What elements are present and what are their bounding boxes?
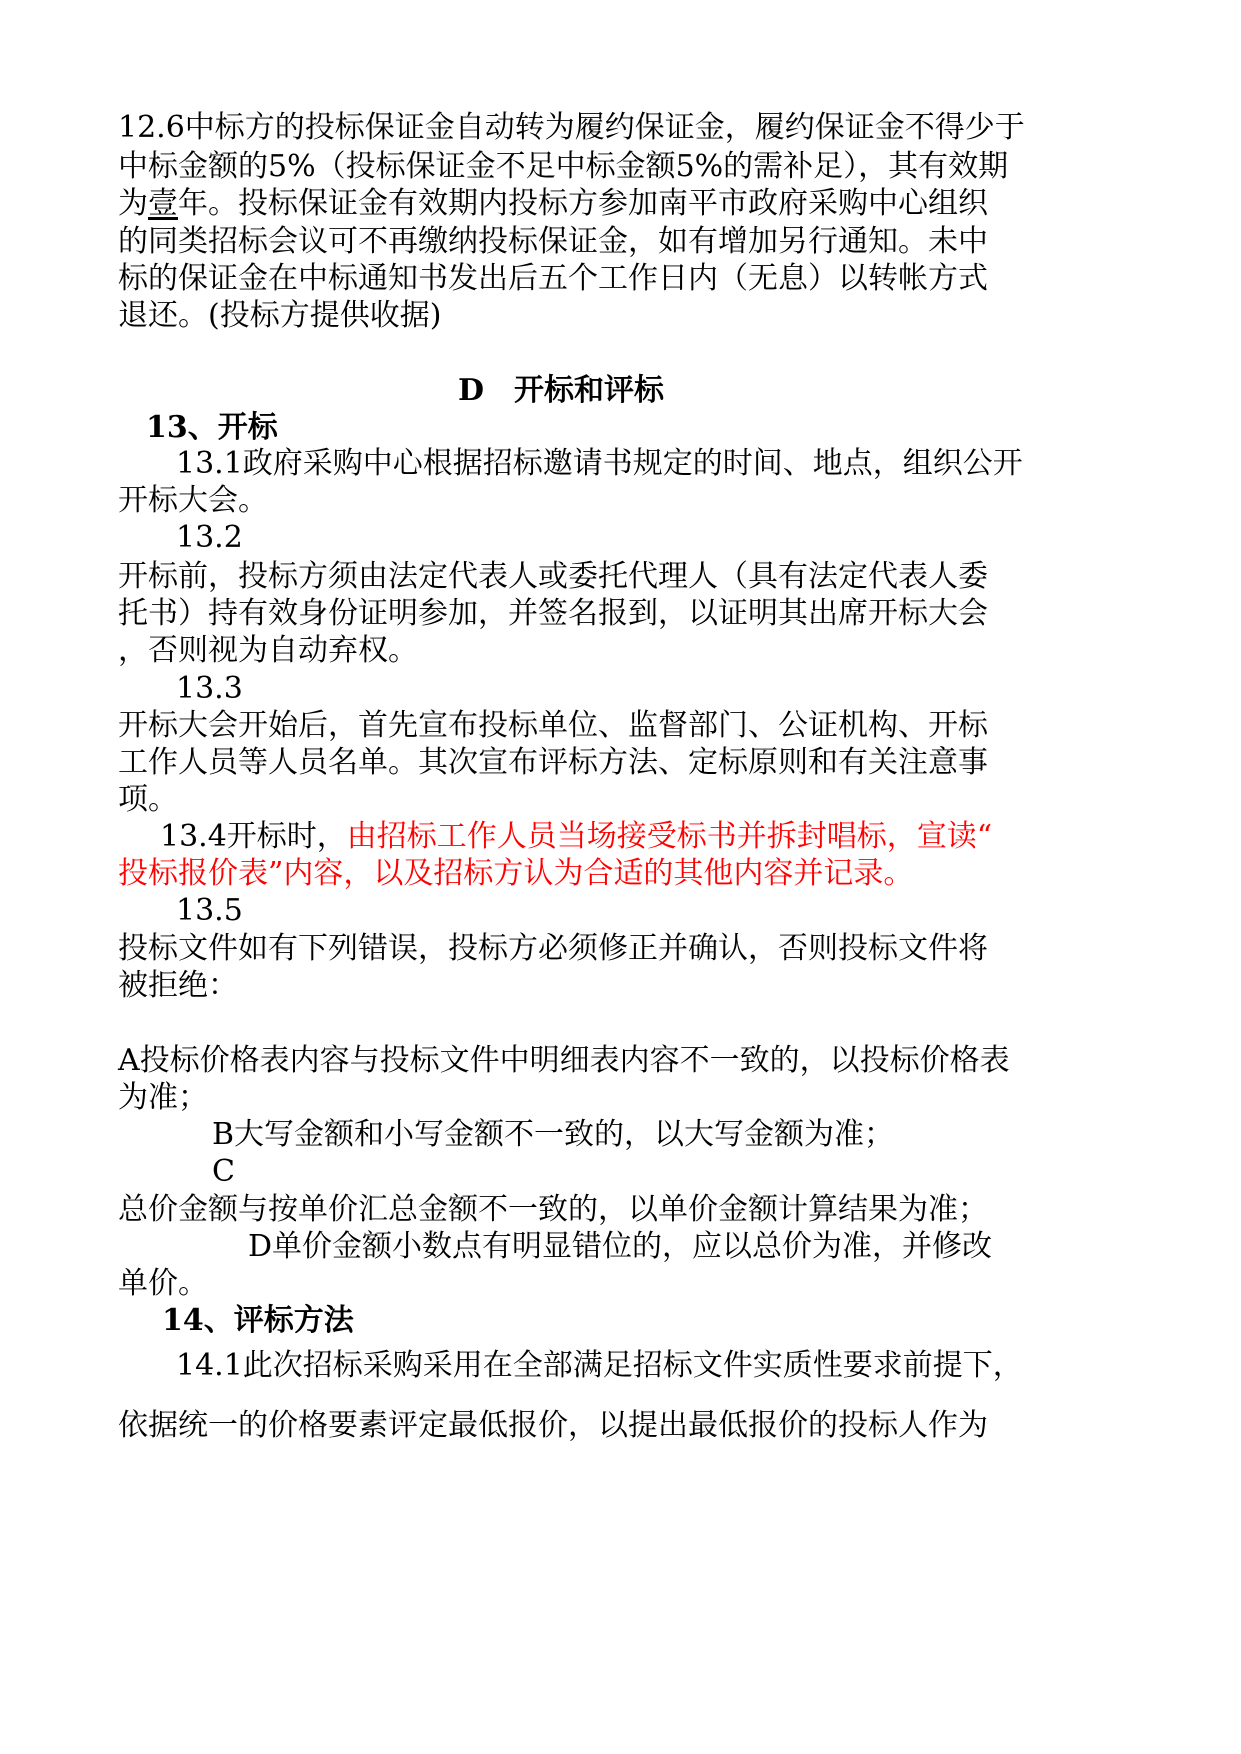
item-c-text: 总价金额与按单价汇总金额不一致的，以单价金额计算结果为准； (118, 1192, 988, 1227)
para-12-6-line-2: 中标金额的5%（投标保证金不足中标金额5%的需补足），其有效期 (118, 149, 1009, 184)
para-13-3-line-3: 项。 (118, 782, 178, 817)
para-13-3-line-2: 工作人员等人员名单。其次宣布评标方法、定标原则和有关注意事 (118, 745, 988, 780)
item-d-line-2: 单价。 (118, 1266, 208, 1301)
underlined-term: 壹 (148, 186, 178, 221)
item-a-line-1: A投标价格表内容与投标文件中明细表内容不一致的，以投标价格表 (118, 1043, 1010, 1078)
para-12-6-line-6: 退还。(投标方提供收据) (118, 298, 442, 333)
para-12-6-line-4: 的同类招标会议可不再缴纳投标保证金，如有增加另行通知。未中 (118, 224, 988, 259)
highlighted-text: 由招标工作人员当场接受标书并拆封唱标，宣读“ (346, 819, 993, 854)
para-13-5-line-2: 被拒绝： (118, 968, 238, 1003)
para-13-3-line-1: 开标大会开始后，首先宣布投标单位、监督部门、公证机构、开标 (118, 708, 988, 743)
para-13-2-line-2: 托书）持有效身份证明参加，并签名报到，以证明其出席开标大会 (118, 596, 988, 631)
para-14-1-line-2: 依据统一的价格要素评定最低报价，以提出最低报价的投标人作为 (118, 1408, 988, 1443)
para-13-2-line-1: 开标前，投标方须由法定代表人或委托代理人（具有法定代表人委 (118, 559, 988, 594)
para-12-6-line-1: 12.6中标方的投标保证金自动转为履约保证金，履约保证金不得少于 (118, 110, 1025, 145)
para-12-6-line-5: 标的保证金在中标通知书发出后五个工作日内（无息）以转帐方式 (118, 261, 988, 296)
item-b: B大写金额和小写金额不一致的，以大写金额为准； (212, 1117, 895, 1152)
text-segment: 年。投标保证金有效期内投标方参加南平市政府采购中心组织 (178, 186, 988, 221)
para-13-2-line-3: ，否则视为自动弃权。 (118, 633, 418, 668)
para-14-1-line-1: 14.1此次招标采购采用在全部满足招标文件实质性要求前提下， (176, 1348, 1023, 1383)
para-13-4-line-2: 投标报价表”内容，以及招标方认为合适的其他内容并记录。 (118, 856, 914, 891)
para-13-5-line-1: 投标文件如有下列错误，投标方必须修正并确认，否则投标文件将 (118, 931, 988, 966)
text-segment: 为 (118, 186, 148, 221)
para-13-3-number: 13.3 (176, 671, 243, 706)
para-13-1-line-2: 开标大会。 (118, 483, 268, 518)
section-13-heading: 13、开标 (146, 410, 278, 445)
item-d-line-1: D单价金额小数点有明显错位的，应以总价为准，并修改 (248, 1229, 993, 1264)
section-14-heading: 14、评标方法 (162, 1303, 354, 1338)
text-segment: 13.4开标时， (160, 819, 347, 854)
para-13-5-number: 13.5 (176, 893, 243, 928)
item-a-line-2: 为准； (118, 1080, 208, 1115)
para-12-6-line-3 (118, 183, 988, 225)
para-13-1-line-1: 13.1政府采购中心根据招标邀请书规定的时间、地点，组织公开 (176, 446, 1023, 481)
para-13-4-line-1 (160, 816, 992, 858)
part-d-heading: D 开标和评标 (458, 373, 665, 408)
para-13-2-number: 13.2 (176, 520, 243, 555)
item-c-letter: C (212, 1154, 235, 1189)
